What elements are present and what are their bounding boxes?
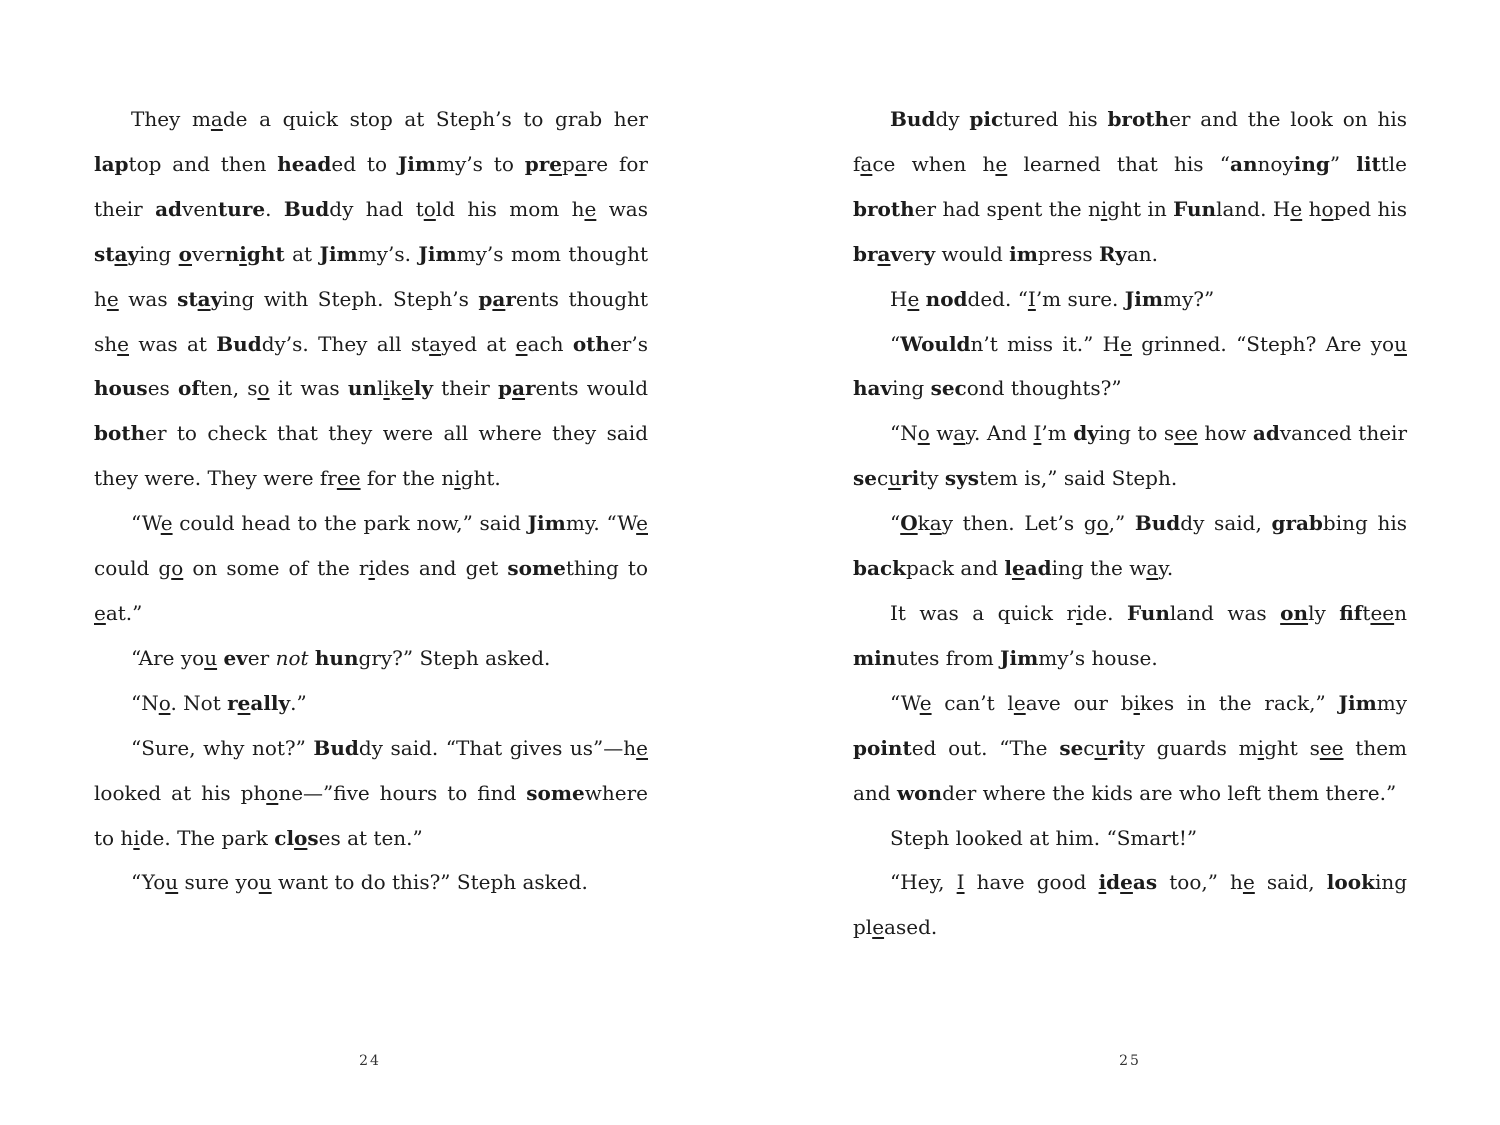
paragraph [853, 322, 1407, 412]
text-run: can’t l [931, 690, 1014, 715]
text-run: c [1083, 735, 1095, 760]
text-run: der where the kids are who left them there.” [942, 780, 1397, 805]
text-run: e [584, 196, 597, 221]
paragraph [94, 501, 648, 636]
text-run: Jim [1338, 690, 1377, 715]
text-run: sys [944, 466, 980, 491]
paragraph [94, 681, 648, 726]
text-run: r [505, 286, 516, 311]
text-run: dy [935, 107, 970, 131]
text-run: ing the w [1051, 556, 1147, 581]
text-run: “Sure, why not?” [131, 735, 314, 760]
text-run: dy said. “That gives us”—h [358, 735, 637, 760]
text-run: y. And [965, 421, 1034, 446]
text-run: as [1132, 870, 1158, 895]
text-run: ee [1319, 735, 1344, 760]
text-run: Bud [313, 735, 359, 760]
text-run: k [917, 511, 930, 536]
text-run: dy’s. They all st [261, 331, 430, 356]
text-run: broth [1107, 107, 1170, 131]
text-run: i [454, 466, 461, 491]
text-run: was [118, 286, 178, 311]
text-run: i [383, 376, 390, 401]
text-run: both [94, 421, 146, 446]
text-run: Steph looked at him. “Smart!” [890, 825, 1198, 850]
text-run: kes in the rack,” [1139, 690, 1339, 715]
text-run: ing pl [853, 870, 1408, 940]
text-run: u [1394, 331, 1407, 356]
text-run: er [902, 241, 924, 266]
text-run: o [257, 376, 270, 401]
page-number-25: 25 [1119, 1053, 1141, 1069]
paragraph [853, 97, 1407, 277]
text-run: es at ten.” [318, 825, 423, 850]
text-run: ne—”f [278, 780, 347, 805]
text-run: ing [139, 241, 179, 266]
text-run: ing to s [1098, 421, 1175, 446]
text-run: land was [1169, 600, 1281, 625]
text-run: a [953, 421, 966, 446]
text-run: n [224, 241, 240, 266]
text-run: ents would [535, 376, 648, 401]
text-run: some [507, 556, 566, 581]
paragraph [853, 591, 1407, 681]
text-run: ture [218, 196, 266, 221]
text-run: Jim [418, 241, 457, 266]
text-run: .” [290, 690, 307, 715]
page-number-24: 24 [359, 1053, 381, 1069]
text-run: ri [1107, 735, 1126, 760]
paragraph [853, 411, 1407, 501]
text-run: I [1027, 286, 1036, 311]
text-run: dy said, [1180, 511, 1272, 536]
text-run: too,” h [1157, 870, 1243, 895]
text-run: ally [250, 690, 291, 715]
text-run: re for their [94, 151, 648, 221]
text-run: n [1394, 600, 1408, 625]
text-run: oth [572, 331, 610, 356]
text-run: pic [969, 107, 1004, 131]
text-run: ee [1174, 421, 1198, 446]
text-run: de. The park [139, 825, 275, 850]
text-run: i [1098, 870, 1107, 895]
text-run: my?” [1163, 286, 1215, 311]
text-run: a [492, 286, 506, 311]
text-run: have good [964, 870, 1099, 895]
text-run: p [498, 376, 513, 401]
text-run: an [1229, 151, 1258, 176]
text-run: “N [890, 421, 918, 446]
text-run: Bud [1134, 511, 1181, 536]
text-run: for the n [360, 466, 455, 491]
text-run: ld his mom h [435, 196, 585, 221]
text-run: press [1037, 241, 1099, 266]
text-run: lit [1356, 151, 1381, 176]
text-run: ee [1370, 600, 1395, 625]
paragraph [94, 97, 648, 501]
text-run: Jim [1000, 645, 1039, 670]
paragraph [853, 501, 1407, 591]
text-run: des and get [374, 556, 508, 581]
text-run: said, [1254, 870, 1327, 895]
text-run: could g [94, 556, 172, 581]
text-run: se [853, 466, 877, 491]
text-run: “Are yo [131, 645, 205, 670]
text-run: ed out. “The [911, 735, 1060, 760]
text-run: not [275, 645, 309, 670]
paragraph [94, 636, 648, 681]
text-run: ave our b [1025, 690, 1134, 715]
text-run: y [923, 241, 936, 266]
text-run: e [160, 511, 173, 536]
text-run: point [853, 735, 912, 760]
text-run: i [1076, 600, 1083, 625]
text-run: a [877, 241, 891, 266]
text-run: l [1004, 556, 1012, 581]
text-run: k [389, 376, 402, 401]
text-run: ee [336, 466, 361, 491]
text-run: o [423, 196, 436, 221]
text-run: v [890, 241, 903, 266]
text-run: a [1146, 556, 1159, 581]
text-run: Bud [216, 331, 262, 356]
text-run: H [890, 286, 908, 311]
text-run: o [917, 421, 930, 446]
text-run: “W [890, 690, 920, 715]
text-run: them and [853, 735, 1408, 805]
text-run: im [1009, 241, 1038, 266]
text-run: i [368, 556, 375, 581]
text-run: ing with Steph. Steph’s [222, 286, 479, 311]
text-run: Fun [1126, 600, 1170, 625]
text-run: o [266, 780, 279, 805]
text-run: ly [413, 376, 433, 401]
text-run: er [247, 645, 276, 670]
text-run: ’m [1041, 421, 1074, 446]
paragraph [853, 681, 1407, 816]
text-run: sec [930, 376, 967, 401]
text-run: O [900, 511, 918, 536]
page-25 [853, 97, 1407, 950]
text-run: nod [925, 286, 968, 311]
text-run: nd [490, 780, 527, 805]
text-run: ve hours to f [346, 780, 491, 805]
text-run: was at [129, 331, 217, 356]
text-run: cl [274, 825, 295, 850]
text-run: ” [1329, 151, 1357, 176]
text-run: it was [269, 376, 348, 401]
text-run: er’s [609, 331, 648, 356]
text-run: land. H [1216, 196, 1291, 221]
text-run: top and then [128, 151, 278, 176]
text-run: pr [524, 151, 550, 176]
text-run: yed at [441, 331, 516, 356]
text-run: where to h [94, 780, 648, 850]
text-run: Bud [283, 196, 330, 221]
text-run: tem is,” said Steph. [979, 466, 1178, 491]
text-run: de a quick stop at Steph’s to grab her [222, 107, 648, 131]
text-run: u [204, 645, 218, 670]
text-run: ad [1024, 556, 1052, 581]
text-run: gry?” Steph asked. [358, 645, 551, 670]
text-run: o [158, 690, 171, 715]
text-run: my. “W [565, 511, 637, 536]
text-run: e [1290, 196, 1303, 221]
text-run: r [525, 376, 536, 401]
text-run: hav [853, 376, 893, 401]
text-run: some [526, 780, 585, 805]
text-run: I [1033, 421, 1042, 446]
text-run: a [210, 107, 223, 131]
text-run: o [294, 825, 308, 850]
text-run: e [237, 690, 251, 715]
paragraph [853, 860, 1407, 950]
text-run: ad [1252, 421, 1280, 446]
text-run: back [853, 556, 906, 581]
text-run: on some of the r [183, 556, 369, 581]
text-run: want to do this?” Steph asked. [271, 870, 588, 895]
text-run: ght. [460, 466, 501, 491]
text-run: min [853, 645, 897, 670]
text-run: ght s [1264, 735, 1320, 760]
text-run: un [347, 376, 377, 401]
text-run: sure yo [178, 870, 259, 895]
text-run: ri [901, 466, 920, 491]
text-run: e [636, 511, 648, 536]
text-run: my’s. [357, 241, 419, 266]
text-run: look [1326, 870, 1375, 895]
text-run: i [1100, 196, 1108, 221]
text-run: i [239, 241, 247, 266]
text-run: . [265, 196, 284, 221]
text-run: dy [1073, 421, 1099, 446]
text-run: o [1321, 196, 1334, 221]
text-run: ach [527, 331, 573, 356]
text-run: ed to [331, 151, 398, 176]
text-run: y [127, 241, 140, 266]
text-run: de. [1082, 600, 1127, 625]
text-run: ty [919, 466, 945, 491]
paragraph [853, 816, 1407, 861]
text-run: o [1096, 511, 1109, 536]
text-run: i [1257, 735, 1265, 760]
text-run: . Not [170, 690, 228, 715]
text-run: er and the look on his f [853, 107, 1407, 176]
text-run: ght [246, 241, 285, 266]
text-run: e [117, 331, 129, 356]
text-run: p [478, 286, 493, 311]
text-run: s [307, 825, 319, 850]
text-run: utes from [896, 645, 1001, 670]
text-run: I [956, 870, 965, 895]
text-run: grinned. “Steph? Are yo [1131, 331, 1395, 356]
text-run: a [860, 151, 873, 176]
text-run: hous [94, 376, 148, 401]
text-run: ’m sure. [1035, 286, 1125, 311]
text-run: Would [900, 331, 971, 356]
text-run: Fun [1173, 196, 1217, 221]
text-run: ven [182, 196, 219, 221]
text-run: learned that his “ [1007, 151, 1230, 176]
text-run: looked at his ph [94, 780, 267, 805]
text-run: my [1376, 690, 1408, 715]
text-run: e [401, 376, 414, 401]
text-run: was [596, 196, 648, 221]
text-run: would [935, 241, 1010, 266]
text-run: dy had t [329, 196, 424, 221]
text-run: a [574, 151, 587, 176]
text-run: e [1120, 870, 1133, 895]
text-run: st [94, 241, 115, 266]
text-run: e [549, 151, 562, 176]
text-run: “ [890, 511, 901, 536]
text-run: bing his [1322, 511, 1407, 536]
text-run: pack and [905, 556, 1005, 581]
text-run: e [1011, 556, 1025, 581]
text-run: my’s to [436, 151, 525, 176]
paragraph [853, 277, 1407, 322]
text-run: st [177, 286, 198, 311]
text-run: ty guards m [1125, 735, 1258, 760]
text-run: w [929, 421, 954, 446]
text-run: ev [223, 645, 248, 670]
text-run: e [94, 600, 106, 625]
text-run: a [114, 241, 128, 266]
page-24 [94, 97, 648, 905]
text-run: c [876, 466, 889, 491]
text-run: It was a quick r [890, 600, 1077, 625]
paragraph [94, 726, 648, 861]
text-run: ents thought sh [94, 286, 649, 356]
text-run: i [133, 825, 140, 850]
text-run: a [197, 286, 211, 311]
text-run: e [995, 151, 1008, 176]
text-run: at.” [105, 600, 143, 625]
text-run: could head to the park now,” said [172, 511, 528, 536]
text-run: e [872, 915, 885, 940]
text-run: e [919, 690, 932, 715]
text-run: y [210, 286, 223, 311]
text-run: e [1013, 690, 1026, 715]
text-run: grab [1271, 511, 1323, 536]
text-run: u [165, 870, 179, 895]
text-run: a [429, 331, 442, 356]
text-run: o [171, 556, 184, 581]
text-run: u [888, 466, 902, 491]
text-run: at [284, 241, 320, 266]
text-run: my’s mom thought h [94, 241, 648, 311]
text-run: ased. [884, 915, 938, 940]
text-run: ped his [1333, 196, 1408, 221]
text-run: Jim [527, 511, 566, 536]
text-run: noy [1257, 151, 1294, 176]
text-run: d [1106, 870, 1121, 895]
text-run: “Hey, [890, 870, 957, 895]
text-run: won [896, 780, 943, 805]
text-run: r [227, 690, 238, 715]
text-run: t [1362, 600, 1371, 625]
text-run: ,” [1108, 511, 1135, 536]
text-run: of [177, 376, 200, 401]
text-run: an. [1126, 241, 1159, 266]
text-run: on [1280, 600, 1309, 625]
text-run: their [432, 376, 499, 401]
text-run: tle [1380, 151, 1407, 176]
text-run: fif [1339, 600, 1363, 625]
text-run: er had spent the n [914, 196, 1101, 221]
text-run: e [636, 735, 649, 760]
text-run: ce when h [872, 151, 996, 176]
text-run: broth [853, 196, 915, 221]
text-run: head [277, 151, 332, 176]
text-run: h [1302, 196, 1322, 221]
text-run: my’s house. [1038, 645, 1158, 670]
text-run: p [561, 151, 575, 176]
text-run: thing to [565, 556, 649, 581]
paragraph [94, 860, 648, 905]
text-run: u [1094, 735, 1108, 760]
text-run: hun [314, 645, 359, 670]
text-run: o [178, 241, 192, 266]
text-run: Jim [1124, 286, 1163, 311]
text-run: se [1059, 735, 1084, 760]
text-run: “Yo [131, 870, 166, 895]
text-run: “W [131, 511, 161, 536]
text-run: e [1120, 331, 1132, 356]
text-run: a [929, 511, 942, 536]
text-run: n’t miss it.” H [970, 331, 1121, 356]
text-run: ond thoughts?” [966, 376, 1122, 401]
text-run: e [106, 286, 119, 311]
text-run: y. [1158, 556, 1174, 581]
text-run: Bud [890, 107, 936, 131]
text-run: i [1133, 690, 1140, 715]
text-run: es [147, 376, 178, 401]
text-run: y then. Let’s g [941, 511, 1097, 536]
text-run: e [1242, 870, 1255, 895]
text-run: ten, s [199, 376, 258, 401]
text-run: a [512, 376, 525, 401]
text-run: how [1197, 421, 1253, 446]
text-run: ing [1293, 151, 1330, 176]
text-run: Ry [1098, 241, 1127, 266]
text-run: ad [155, 196, 183, 221]
text-run: ght in [1107, 196, 1174, 221]
text-run: tured his [1003, 107, 1108, 131]
text-run: ded. “ [967, 286, 1028, 311]
text-run: “N [131, 690, 159, 715]
text-run: Jim [319, 241, 358, 266]
text-run: They m [131, 107, 211, 131]
text-run: e [515, 331, 528, 356]
text-run: l [376, 376, 384, 401]
text-run: e [907, 286, 920, 311]
text-run: ing [892, 376, 931, 401]
text-run: “ [890, 331, 901, 356]
text-run: vanced their [1279, 421, 1408, 446]
text-run: ly [1308, 600, 1340, 625]
text-run: Jim [397, 151, 437, 176]
text-run: er to check that they were all where they said they were. They were fr [94, 421, 648, 491]
text-run: lap [94, 151, 129, 176]
text-run: br [853, 241, 878, 266]
text-run: ver [191, 241, 225, 266]
text-run: u [258, 870, 272, 895]
